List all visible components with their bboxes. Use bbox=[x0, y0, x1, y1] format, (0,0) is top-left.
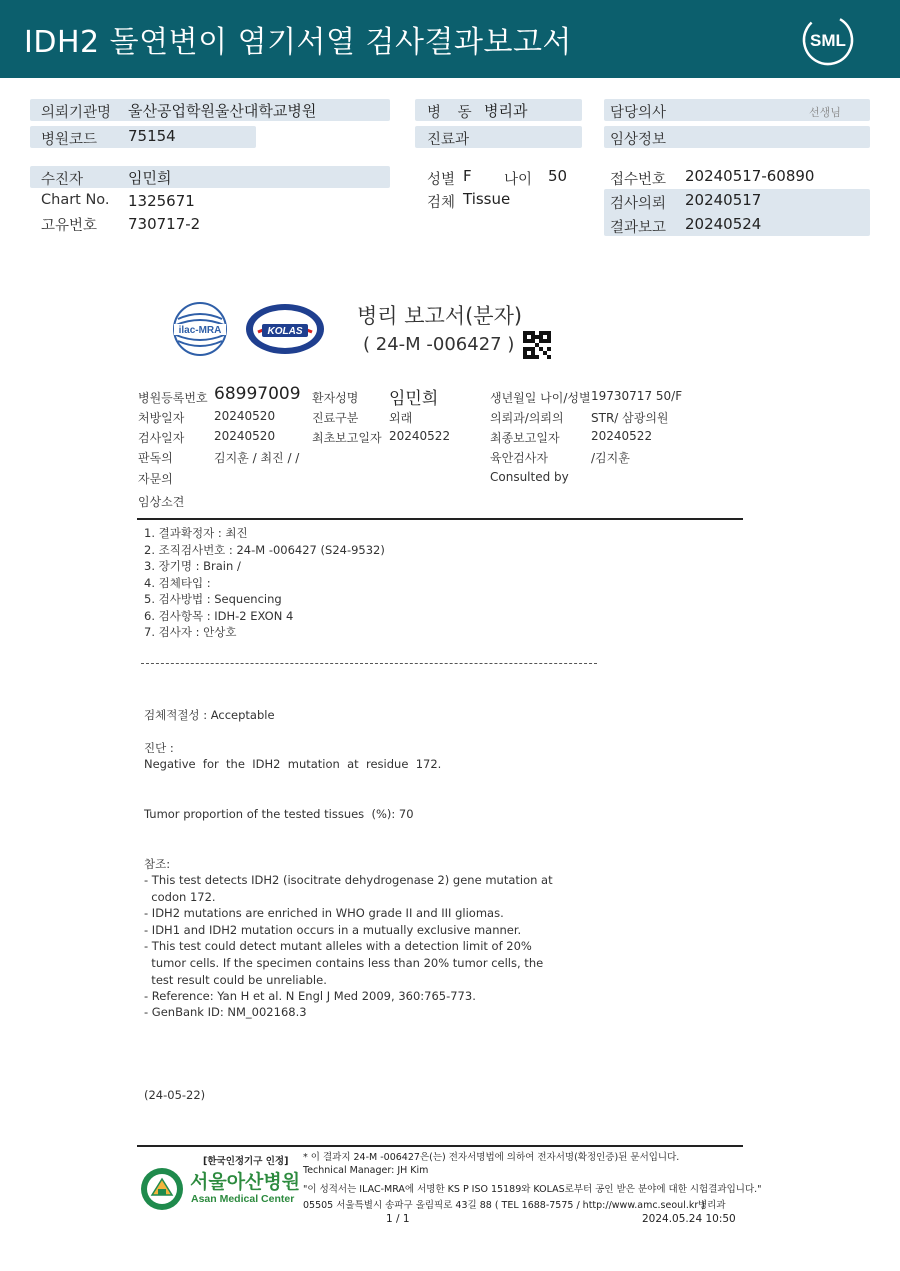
molecular-report-title: 병리 보고서(분자) bbox=[357, 304, 523, 328]
accreditation-label: [한국인정기구 인정] bbox=[203, 1156, 289, 1167]
gross-value: /김지훈 bbox=[591, 451, 630, 465]
report-number: ( 24-M -006427 ) bbox=[363, 334, 515, 355]
chart-no-label: Chart No. bbox=[41, 192, 110, 208]
specimen-value: Tissue bbox=[463, 190, 511, 208]
tumor-proportion: Tumor proportion of the tested tissues (%): 70 bbox=[144, 807, 414, 821]
item-line: 4. 검체타입 : bbox=[144, 576, 211, 590]
specimen-adequacy: 검체적절성 : Acceptable bbox=[144, 708, 275, 722]
referring-label: 의뢰과/의뢰의 bbox=[490, 411, 564, 425]
birth-value: 19730717 50/F bbox=[591, 389, 683, 403]
reference-line: - IDH1 and IDH2 mutation occurs in a mutually exclusive manner. bbox=[144, 923, 522, 937]
unique-no-value: 730717-2 bbox=[128, 215, 201, 233]
reference-line: test result could be unreliable. bbox=[144, 973, 327, 987]
result-date-value: 20240524 bbox=[685, 215, 762, 233]
reference-label: 참조: bbox=[144, 857, 171, 871]
hospital-code-label: 병원코드 bbox=[41, 132, 98, 148]
reg-no-value: 68997009 bbox=[214, 384, 301, 404]
reader-value: 김지훈 / 최진 / / bbox=[214, 451, 300, 465]
doctor-label: 담당의사 bbox=[610, 105, 667, 121]
sml-logo-icon bbox=[800, 12, 856, 68]
request-date-label: 검사의뢰 bbox=[610, 196, 667, 212]
final-report-label: 최종보고일자 bbox=[490, 431, 560, 445]
gross-label: 육안검사자 bbox=[490, 451, 548, 465]
footer-department: 병리과 bbox=[698, 1200, 726, 1211]
sex-value: F bbox=[463, 167, 472, 185]
consult-label: 자문의 bbox=[138, 472, 173, 486]
ward-label: 병 동 bbox=[427, 105, 478, 121]
unique-no-label: 고유번호 bbox=[41, 218, 98, 234]
reference-line: - Reference: Yan H et al. N Engl J Med 2009, 360:765-773. bbox=[144, 989, 476, 1003]
consulted-by-label: Consulted by bbox=[490, 470, 569, 484]
reader-label: 판독의 bbox=[138, 451, 173, 465]
ward-value: 병리과 bbox=[484, 102, 528, 120]
age-value: 50 bbox=[548, 167, 568, 185]
item-line: 5. 검사방법 : Sequencing bbox=[144, 592, 282, 606]
reference-line: - This test could detect mutant alleles with a detection limit of 20% bbox=[144, 939, 532, 953]
diagnosis-label: 진단 : bbox=[144, 741, 174, 755]
footer-divider bbox=[137, 1145, 743, 1147]
birth-label: 생년월일 나이/성별 bbox=[490, 391, 591, 405]
qr-code-icon bbox=[523, 331, 551, 359]
hospital-code-value: 75154 bbox=[128, 127, 176, 145]
institution-label: 의뢰기관명 bbox=[41, 105, 112, 121]
visit-type-label: 진료구분 bbox=[312, 411, 359, 425]
rx-date-label: 처방일자 bbox=[138, 411, 185, 425]
test-date-value: 20240520 bbox=[214, 429, 276, 443]
svg-text:SML: SML bbox=[810, 31, 846, 50]
patient-name-value: 임민희 bbox=[389, 389, 439, 409]
department-label: 진료과 bbox=[427, 132, 470, 148]
item-line: 3. 장기명 : Brain / bbox=[144, 559, 241, 573]
svg-text:KOLAS: KOLAS bbox=[267, 326, 303, 337]
patient-value: 임민희 bbox=[128, 169, 172, 187]
printed-timestamp: 2024.05.24 10:50 bbox=[642, 1213, 736, 1225]
sex-label: 성별 bbox=[427, 172, 456, 188]
visit-type-value: 외래 bbox=[389, 411, 413, 425]
request-date-value: 20240517 bbox=[685, 191, 762, 209]
patient-label: 수진자 bbox=[41, 172, 84, 188]
report-title: IDH2 돌연변이 염기서열 검사결과보고서 bbox=[24, 25, 572, 60]
item-line: 1. 결과확정자 : 최진 bbox=[144, 526, 248, 540]
referring-value: STR/ 삼광의원 bbox=[591, 411, 669, 425]
chart-no-value: 1325671 bbox=[128, 192, 195, 210]
clinical-findings-label: 임상소견 bbox=[138, 495, 185, 509]
hospital-name-en: Asan Medical Center bbox=[191, 1193, 295, 1205]
receipt-no-label: 접수번호 bbox=[610, 172, 667, 188]
technical-manager: Technical Manager: JH Kim bbox=[303, 1165, 429, 1176]
hospital-address: 05505 서울특별시 송파구 올림픽로 43길 88 ( TEL 1688-7575 / http://www.amc.seoul.kr ) bbox=[303, 1200, 705, 1211]
first-report-value: 20240522 bbox=[389, 429, 451, 443]
reference-line: - GenBank ID: NM_002168.3 bbox=[144, 1005, 307, 1019]
age-label: 나이 bbox=[504, 172, 533, 188]
item-line: 7. 검사자 : 안상호 bbox=[144, 625, 237, 639]
institution-value: 울산공업학원울산대학교병원 bbox=[128, 102, 317, 120]
clinical-info-label: 임상정보 bbox=[610, 132, 667, 148]
test-date-label: 검사일자 bbox=[138, 431, 185, 445]
final-report-value: 20240522 bbox=[591, 429, 653, 443]
page-header bbox=[0, 0, 900, 78]
reg-no-label: 병원등록번호 bbox=[138, 391, 208, 405]
page-number: 1 / 1 bbox=[386, 1213, 410, 1225]
receipt-no-value: 20240517-60890 bbox=[685, 167, 815, 185]
result-date-label: 결과보고 bbox=[610, 220, 667, 236]
item-line: 2. 조직검사번호 : 24-M -006427 (S24-9532) bbox=[144, 543, 385, 557]
reference-line: - This test detects IDH2 (isocitrate dehydrogenase 2) gene mutation at bbox=[144, 873, 553, 887]
asan-emblem-icon bbox=[140, 1167, 184, 1211]
reference-line: - IDH2 mutations are enriched in WHO grade II and III gliomas. bbox=[144, 906, 504, 920]
dashed-separator bbox=[141, 663, 597, 664]
reference-line: codon 172. bbox=[144, 890, 216, 904]
svg-text:ilac-MRA: ilac-MRA bbox=[178, 325, 222, 336]
accreditation-notice: "이 성적서는 ILAC-MRA에 서명한 KS P ISO 15189와 KOLAS로부터 공인 받은 분야에 대한 시험결과입니다." bbox=[303, 1184, 762, 1195]
doctor-suffix: 선생님 bbox=[809, 106, 841, 119]
patient-row bbox=[30, 166, 390, 188]
report-divider bbox=[137, 518, 743, 520]
kolas-logo-icon bbox=[244, 302, 326, 356]
first-report-label: 최초보고일자 bbox=[312, 431, 382, 445]
esign-notice: * 이 결과지 24-M -006427은(는) 전자서명법에 의하여 전자서명(확정인증)된 문서입니다. bbox=[303, 1152, 680, 1163]
rx-date-value: 20240520 bbox=[214, 409, 276, 423]
specimen-label: 검체 bbox=[427, 195, 456, 211]
patient-name-label: 환자성명 bbox=[312, 391, 359, 405]
date-stamp: (24-05-22) bbox=[144, 1088, 206, 1102]
diagnosis-text: Negative for the IDH2 mutation at residue 172. bbox=[144, 757, 442, 771]
ilac-mra-logo-icon bbox=[170, 301, 230, 357]
reference-line: tumor cells. If the specimen contains less than 20% tumor cells, the bbox=[144, 956, 544, 970]
hospital-name-ko: 서울아산병원 bbox=[190, 1171, 301, 1193]
item-line: 6. 검사항목 : IDH-2 EXON 4 bbox=[144, 609, 294, 623]
